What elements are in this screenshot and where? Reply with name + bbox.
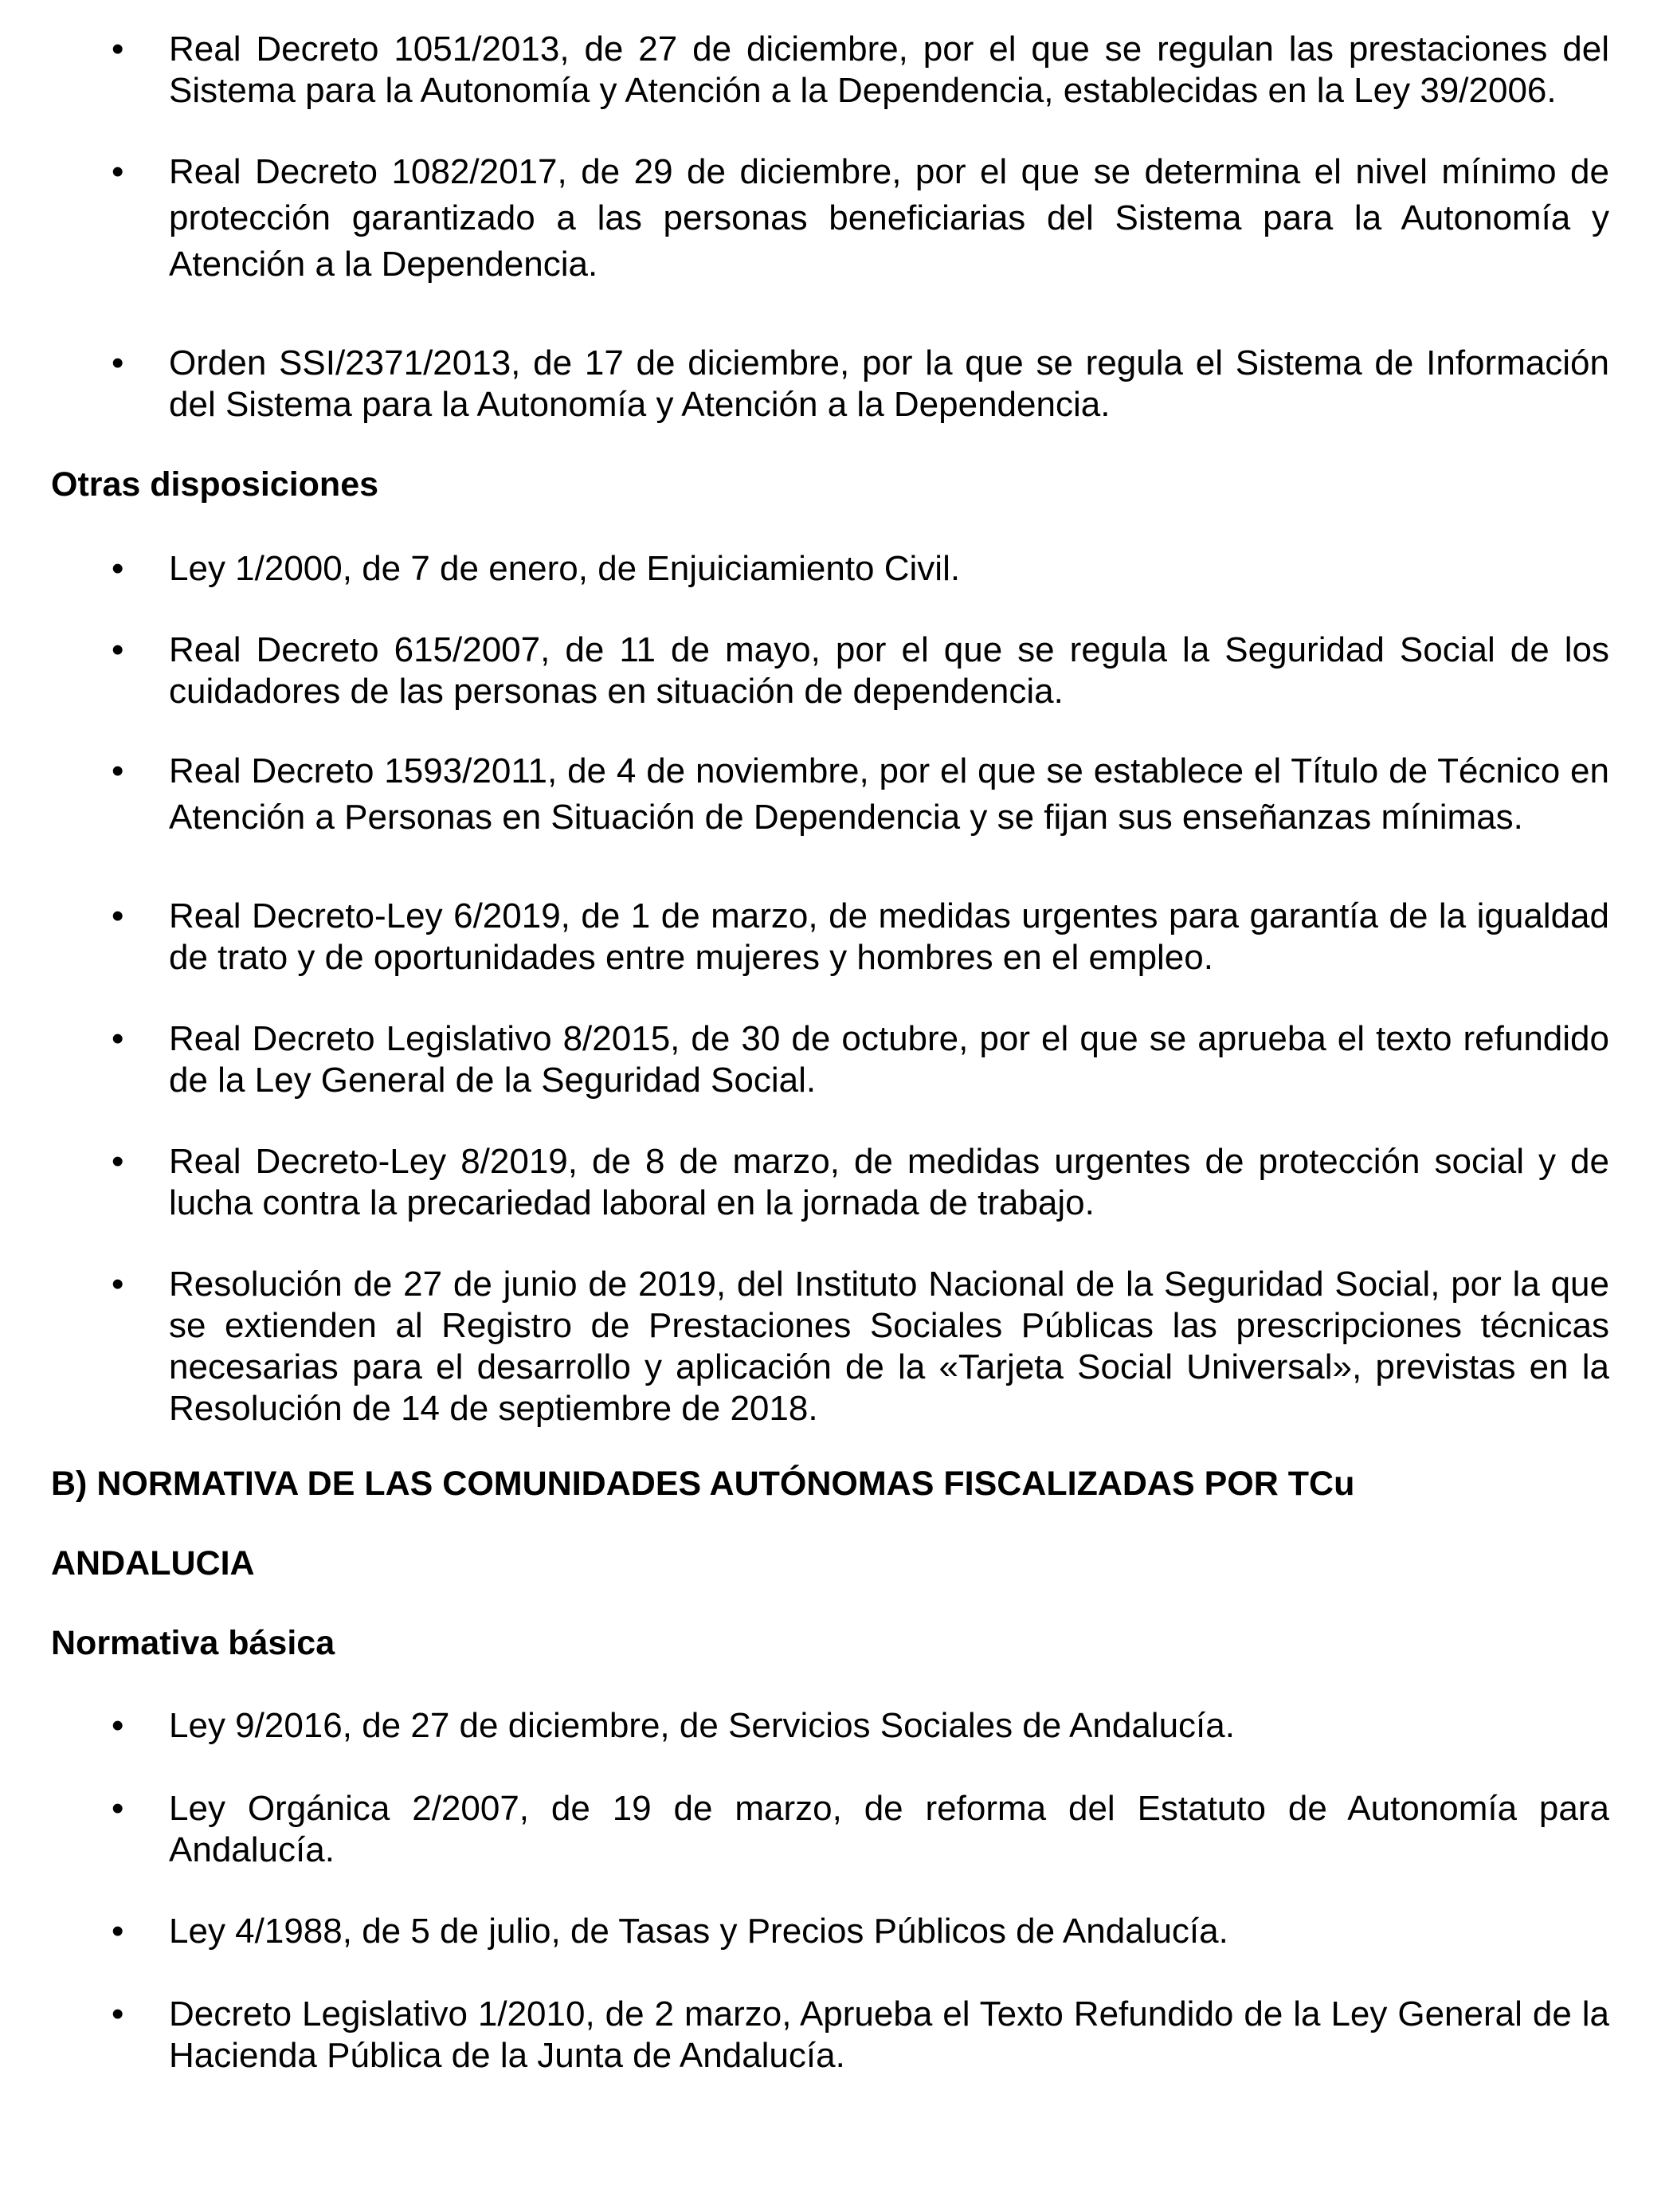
bullet-icon: • [112, 152, 124, 191]
list-item-rd-615-2007: Real Decreto 615/2007, de 11 de mayo, por el que se regula la Seguridad Social de los cuidadores de las personas en situación de dependencia. [169, 630, 1609, 711]
list-item-resolucion-27-junio-2019: Resolución de 27 de junio de 2019, del Instituto Nacional de la Seguridad Social, por la que se extienden al Registro de Prestaciones Sociales Públicas las prescripciones técnicas necesarias para el desarrollo y aplicación de la «Tarjeta Social Universal», previstas en la Resolución de 14 de septiembre de 2018. [169, 1265, 1609, 1428]
section-heading-andalucia: ANDALUCIA [51, 1544, 255, 1583]
bullet-icon: • [112, 1265, 124, 1304]
section-heading-normativa-ccaa: B) NORMATIVA DE LAS COMUNIDADES AUTÓNOMAS FISCALIZADAS POR TCu [51, 1465, 1355, 1503]
section-heading-otras-disposiciones: Otras disposiciones [51, 465, 379, 504]
bullet-icon: • [112, 630, 124, 669]
bullet-icon: • [112, 751, 124, 790]
bullet-icon: • [112, 896, 124, 935]
subheading-normativa-basica: Normativa básica [51, 1624, 335, 1662]
list-item-rd-1082-2017: Real Decreto 1082/2017, de 29 de diciembre, por el que se determina el nivel mínimo de protección garantizado a las personas beneficiarias del Sistema para la Autonomía y Atención a la Dependencia. [169, 152, 1609, 284]
bullet-icon: • [112, 29, 124, 69]
bullet-icon: • [112, 343, 124, 382]
bullet-icon: • [112, 1994, 124, 2034]
list-item-rdleg-8-2015: Real Decreto Legislativo 8/2015, de 30 de octubre, por el que se aprueba el texto refundido de la Ley General de la Seguridad Social. [169, 1019, 1609, 1100]
bullet-icon: • [112, 1912, 124, 1951]
bullet-icon: • [112, 1019, 124, 1058]
list-item-rd-1051-2013: Real Decreto 1051/2013, de 27 de diciembre, por el que se regulan las prestaciones del Sistema para la Autonomía y Atención a la Dependencia, establecidas en la Ley 39/2006. [169, 29, 1609, 110]
list-item-orden-ssi-2371-2013: Orden SSI/2371/2013, de 17 de diciembre, por la que se regula el Sistema de Información del Sistema para la Autonomía y Atención a la Dependencia. [169, 343, 1609, 424]
list-item-lo-2-2007: Ley Orgánica 2/2007, de 19 de marzo, de reforma del Estatuto de Autonomía para Andalucía. [169, 1789, 1609, 1869]
bullet-icon: • [112, 1142, 124, 1181]
list-item-dleg-1-2010: Decreto Legislativo 1/2010, de 2 marzo, Aprueba el Texto Refundido de la Ley General de la Hacienda Pública de la Junta de Andalucía. [169, 1994, 1609, 2075]
list-item-ley-9-2016: Ley 9/2016, de 27 de diciembre, de Servicios Sociales de Andalucía. [169, 1706, 1235, 1745]
bullet-icon: • [112, 1789, 124, 1828]
list-item-ley-1-2000: Ley 1/2000, de 7 de enero, de Enjuiciamiento Civil. [169, 549, 961, 588]
list-item-rd-1593-2011: Real Decreto 1593/2011, de 4 de noviembre, por el que se establece el Título de Técnico en Atención a Personas en Situación de Dependencia y se fijan sus enseñanzas mínimas. [169, 751, 1609, 837]
bullet-icon: • [112, 549, 124, 588]
list-item-ley-4-1988: Ley 4/1988, de 5 de julio, de Tasas y Precios Públicos de Andalucía. [169, 1912, 1228, 1951]
bullet-icon: • [112, 1706, 124, 1745]
list-item-rdl-8-2019: Real Decreto-Ley 8/2019, de 8 de marzo, de medidas urgentes de protección social y de lucha contra la precariedad laboral en la jornada de trabajo. [169, 1142, 1609, 1222]
list-item-rdl-6-2019: Real Decreto-Ley 6/2019, de 1 de marzo, de medidas urgentes para garantía de la igualdad de trato y de oportunidades entre mujeres y hombres en el empleo. [169, 896, 1609, 977]
